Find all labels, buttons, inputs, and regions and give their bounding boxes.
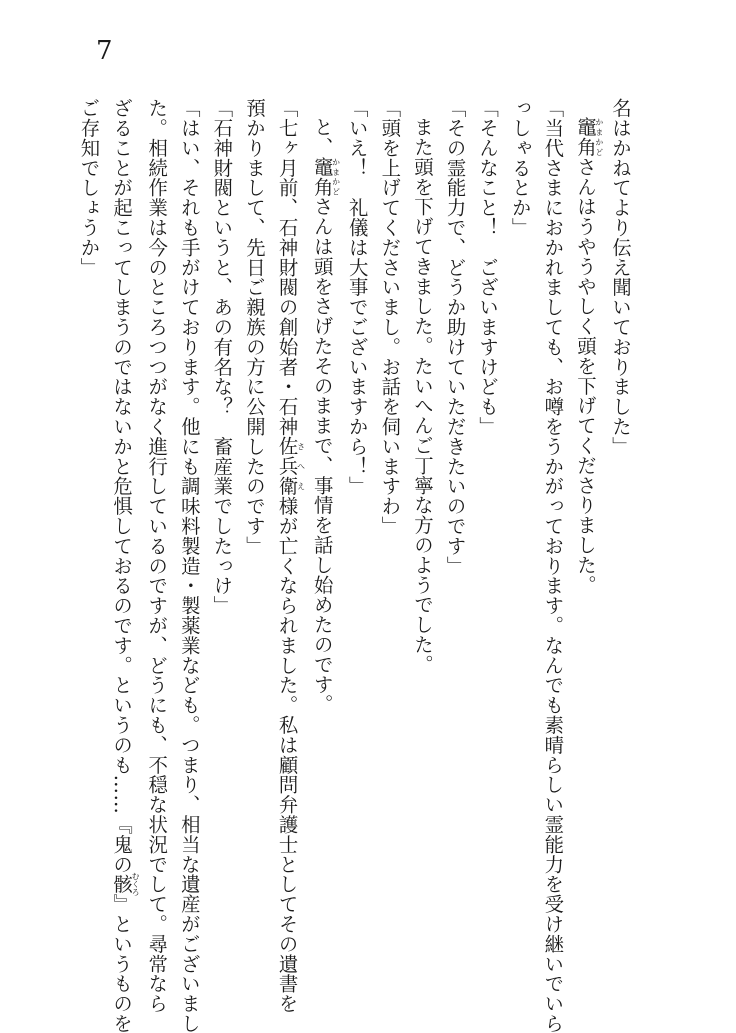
text-line: また頭を下げてきました。たいへんご丁寧な方のようでした。: [410, 117, 434, 675]
text-line: 名はかねてより伝え聞いておりました」: [609, 98, 632, 457]
text-line: 竈角かまかどさんはうやうやしく頭を下げてくださりました。: [573, 117, 604, 596]
text-line: 「いえ！ 礼儀は大事でございますから！」: [345, 98, 369, 496]
furigana-reading: かまかど: [594, 117, 604, 158]
furigana-reading: むくろ: [131, 872, 141, 897]
text-line: 預かりまして、先日ご親族の方に公開したのです」: [242, 98, 266, 556]
furigana-word: 竈角かまかど: [310, 157, 341, 198]
text-line: 「はい、それも手がけております。他にも調味料製造・製薬業なども。つまり、相当な遺産がございまし: [177, 98, 201, 1033]
text-line: 「その霊能力で、どうか助けていただきたいのです」: [443, 98, 467, 576]
text-line: っしゃるとか」: [508, 98, 532, 238]
page-number: 7: [96, 36, 113, 66]
text-line: 「頭を上げてくださいまし。お話を伺いますわ」: [378, 98, 402, 536]
furigana-reading: かまかど: [331, 157, 341, 197]
text-line: ざることが起こってしまうのではないかと危惧しておるのです。というのも……『鬼の骸むくろ』というものを: [110, 98, 141, 1033]
text-line: ご存知でしょうか」: [77, 98, 101, 278]
text-line: た。相続作業は今のところつつがなく進行しているのですが、どうにも、不穏な状況でして。尋常なら: [145, 98, 169, 1014]
furigana-word: 竈角かまかど: [573, 117, 604, 158]
text-line: 「七ヶ月前、石神財閥の創始者・石神佐兵衛さへえ様が亡くなられました。私は顧問弁護士としてその遺書を: [275, 98, 306, 1014]
furigana-word: 佐兵衛さへえ: [275, 436, 306, 497]
text-line: 「そんなこと！ ございますけども」: [476, 98, 500, 437]
furigana-word: 骸むくろ: [110, 872, 141, 897]
vertical-text-body: [77, 98, 636, 1033]
text-line: 「当代さまにおかれましても、お噂をうかがっております。なんでも素晴らしい霊能力を受け継いでいら: [541, 98, 565, 1033]
text-line: 「石神財閥というと、あの有名な？ 畜産業でしたっけ」: [210, 98, 234, 616]
furigana-reading: さへえ: [296, 436, 306, 496]
text-line: と、竈角かまかどさんは頭をさげたそのままで、事情を話し始めたのです。: [310, 117, 341, 715]
